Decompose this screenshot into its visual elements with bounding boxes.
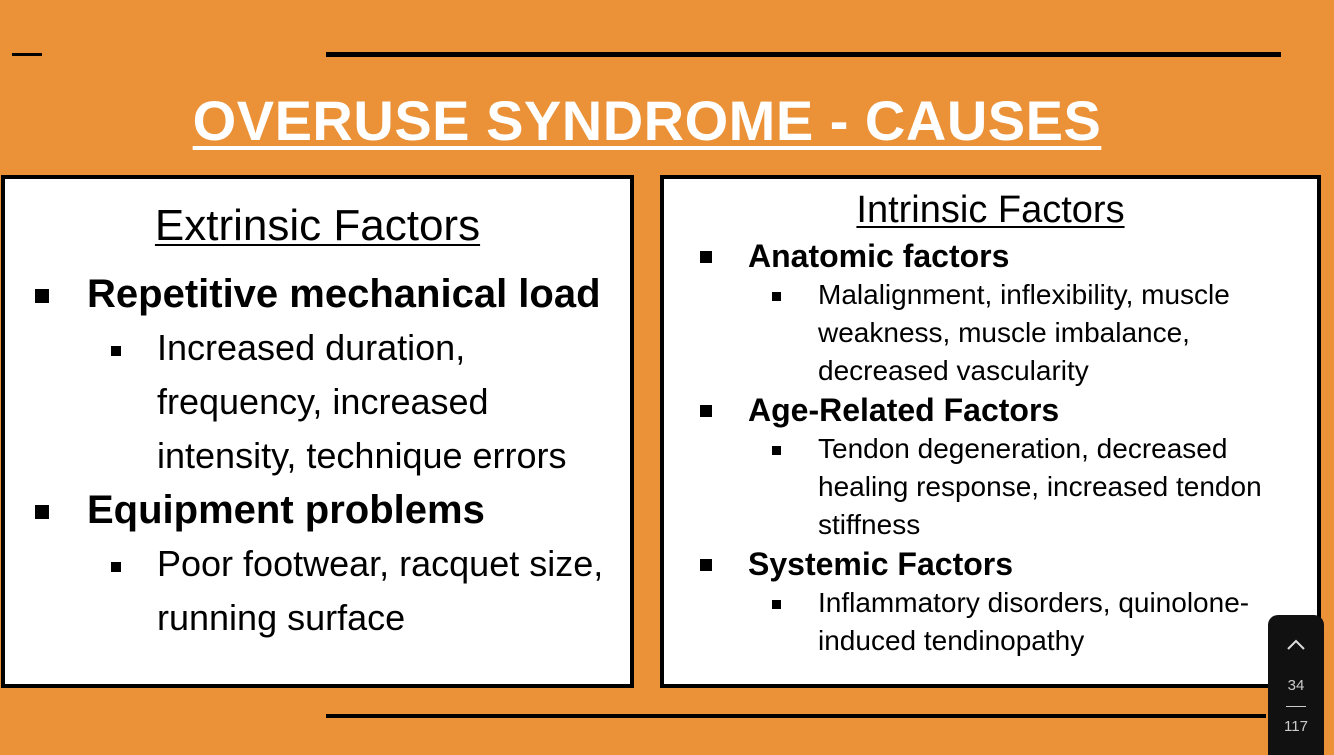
intrinsic-list <box>664 236 1317 660</box>
list-subitem: Tendon degeneration, decreased healing response, increased tendon stiffness <box>664 430 1317 544</box>
list-item: Age-Related Factors <box>664 390 1317 430</box>
top-rule <box>326 52 1281 57</box>
top-left-rule <box>12 53 42 56</box>
slide-title: OVERUSE SYNDROME - CAUSES <box>192 89 1102 152</box>
page-navigator <box>1268 615 1324 755</box>
list-subitem: Poor footwear, racquet size, running surface <box>5 537 630 645</box>
current-page-number: 34 <box>1287 677 1305 694</box>
chevron-up-icon[interactable] <box>1284 633 1308 657</box>
total-page-count: 117 <box>1284 718 1308 735</box>
page-separator <box>1286 706 1306 707</box>
intrinsic-factors-panel <box>660 175 1321 688</box>
list-item: Anatomic factors <box>664 236 1317 276</box>
list-subitem: Increased duration, frequency, increased intensity, technique errors <box>5 321 630 483</box>
list-subitem: Inflammatory disorders, quinolone-induced tendinopathy <box>664 584 1317 660</box>
extrinsic-factors-panel <box>1 175 634 688</box>
bottom-rule <box>326 714 1266 718</box>
list-item: Systemic Factors <box>664 544 1317 584</box>
intrinsic-heading: Intrinsic Factors <box>856 189 1125 231</box>
list-item: Equipment problems <box>5 483 630 537</box>
list-item: Repetitive mechanical load <box>5 267 630 321</box>
extrinsic-list <box>5 267 630 645</box>
list-subitem: Malalignment, inflexibility, muscle weakness, muscle imbalance, decreased vascularity <box>664 276 1317 390</box>
extrinsic-heading: Extrinsic Factors <box>154 201 481 250</box>
